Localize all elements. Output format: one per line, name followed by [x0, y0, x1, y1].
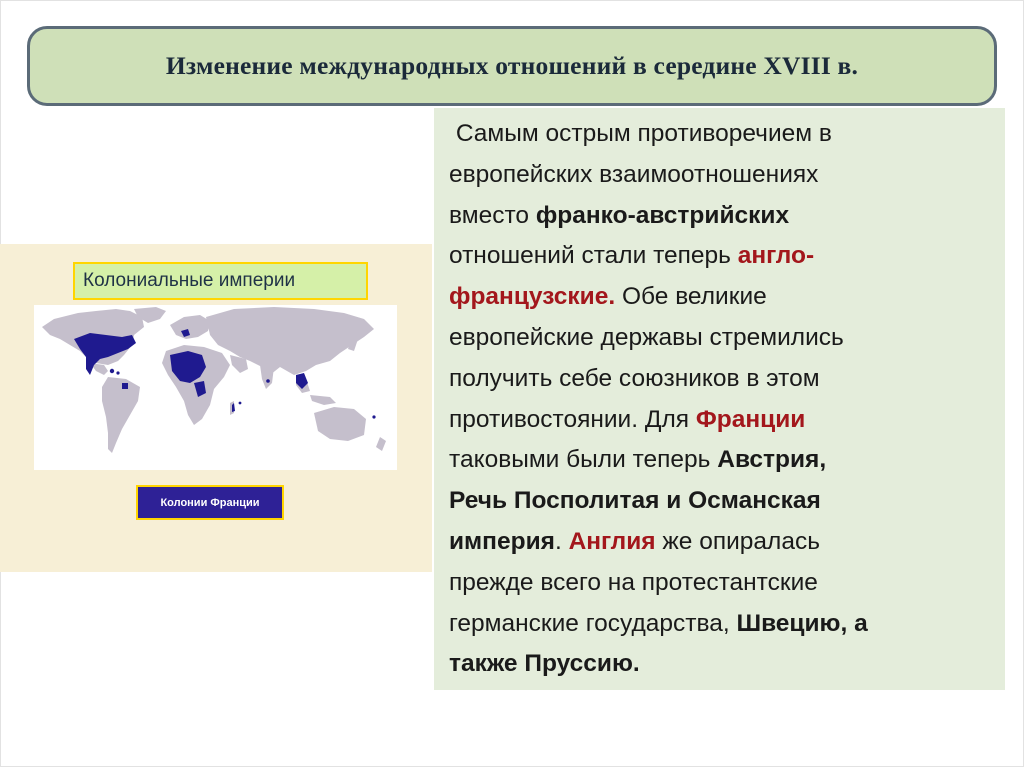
text-run: таковыми были теперь: [449, 446, 718, 474]
map-heading-box: [73, 262, 368, 300]
sweden-term: Швецию, а: [736, 609, 868, 637]
text-line: [449, 114, 999, 155]
title-banner: [27, 26, 997, 106]
text-line: получить себе союзников в этом: [449, 364, 820, 392]
franco-austrian-term: франко-австрийских: [535, 201, 790, 229]
text-run: же опиралась: [655, 527, 820, 555]
text-line: [449, 277, 999, 318]
text-line: европейские державы стремились: [449, 323, 844, 351]
prussia-term: также Пруссию.: [449, 650, 640, 678]
map-legend: Колонии Франции: [138, 487, 282, 518]
text-line: [449, 522, 999, 563]
text-run: вместо: [449, 201, 536, 229]
text-line: прежде всего на протестантские: [449, 568, 818, 596]
england-term: Англия: [568, 527, 656, 555]
text-run: отношений стали теперь: [449, 242, 738, 270]
france-term: Франции: [695, 405, 806, 433]
text-run: противостоянии. Для: [449, 405, 696, 433]
text-line: [449, 196, 999, 237]
text-line: [449, 604, 999, 645]
map-legend-box: [136, 485, 284, 520]
text-line: [449, 440, 999, 481]
anglo-french-term-end: французские.: [449, 283, 616, 311]
text-run: .: [554, 527, 569, 555]
world-map-image: [34, 305, 397, 470]
anglo-french-term: англо-: [737, 242, 815, 270]
empire-term: империя: [449, 527, 555, 555]
text-line: [449, 236, 999, 277]
text-run: германские государства,: [449, 609, 737, 637]
text-line-allies: Речь Посполитая и Османская: [449, 487, 821, 515]
text-line: европейских взаимоотношениях: [449, 160, 819, 188]
text-run: Обе великие: [615, 283, 767, 311]
text-line: [449, 400, 999, 441]
austria-term: Австрия,: [717, 446, 827, 474]
body-paragraph: [449, 114, 999, 685]
text-run: Самым острым противоречием в: [455, 120, 832, 147]
map-heading: Колониальные империи: [75, 264, 366, 298]
page-title: Изменение международных отношений в середине XVIII в.: [165, 51, 859, 80]
